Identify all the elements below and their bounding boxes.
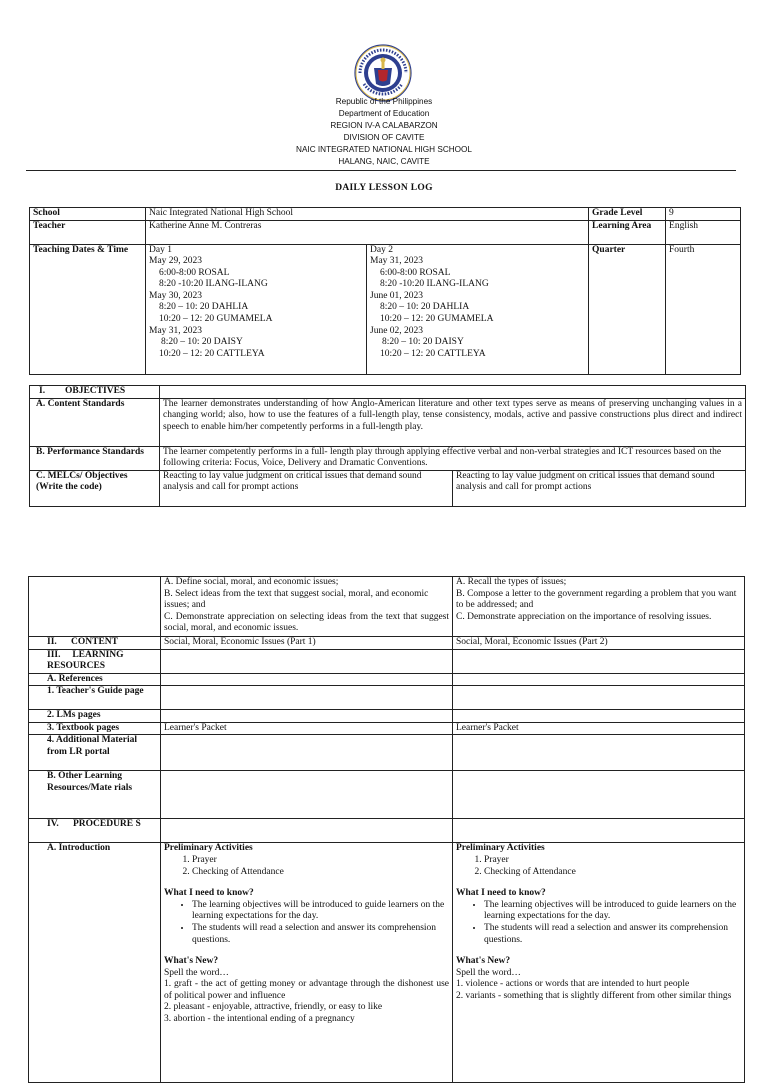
objective-item: B. Compose a letter to the government regarding a problem that you want to be addressed; and — [456, 588, 737, 611]
performance-standards-text: The learner competently performs in a full- length play through applying effective verbal and non-verbal strategies and ICT resources based on the following criteria: Focus, Voice, Delivery and Dramatic Conventions. — [160, 446, 746, 470]
letterhead-line: Department of Education — [338, 109, 430, 118]
list-item: • The learning objectives will be introduced to guide learners on the learning expectations for the day. — [484, 900, 741, 923]
need-to-know-heading: What I need to know? — [456, 888, 546, 899]
additional-material-label: 4. Additional Material from LR portal — [29, 735, 161, 771]
content-label: II. CONTENT — [29, 637, 161, 650]
preliminary-list — [456, 855, 741, 878]
schedule-date: June 02, 2023 — [370, 325, 424, 336]
letterhead-line: HALANG, NAIC, CAVITE — [338, 157, 430, 166]
lm-day1 — [161, 710, 453, 723]
letterhead-line: NAIC INTEGRATED NATIONAL HIGH SCHOOL — [296, 145, 472, 154]
schedule-line: Day 1 — [149, 244, 172, 255]
objective-item: A. Recall the types of issues; — [456, 577, 567, 587]
list-item: 2. Checking of Attendance — [484, 867, 741, 879]
word-item: 3. abortion - the intentional ending of a pregnancy — [164, 1013, 355, 1024]
teachers-guide-label: 1. Teacher's Guide page — [29, 686, 161, 710]
preliminary-heading: Preliminary Activities — [456, 843, 545, 854]
whats-new-heading: What's New? — [164, 956, 219, 967]
tg-day1 — [161, 686, 453, 710]
objective-item: A. Define social, moral, and economic issues; — [164, 577, 339, 587]
quarter-value: Fourth — [666, 244, 741, 374]
need-to-know-list — [164, 900, 449, 946]
tg-day2 — [453, 686, 745, 710]
schedule-line: 10:20 – 12: 20 CATTLEYA — [159, 348, 265, 359]
other-day2 — [453, 771, 745, 819]
list-item: 2. Checking of Attendance — [192, 867, 449, 879]
spell-prompt: Spell the word… — [456, 967, 521, 978]
grade-label: Grade Level — [589, 208, 666, 221]
objective-item: B. Select ideas from the text that suggest social, moral, and economic issues; and — [164, 588, 429, 611]
quarter-label: Quarter — [589, 244, 666, 374]
content-standards-label: A. Content Standards — [30, 398, 160, 446]
performance-standards-label: B. Performance Standards — [30, 446, 160, 470]
schedule-date: May 30, 2023 — [149, 290, 203, 301]
list-item: 1. Prayer — [484, 855, 741, 867]
melc-label: C. MELCs/ Objectives (Write the code) — [30, 470, 160, 506]
introduction-label: A. Introduction — [29, 843, 161, 1083]
content-day2: Social, Moral, Economic Issues (Part 2) — [453, 637, 745, 650]
word-item: 2. pleasant - enjoyable, attractive, friendly, or easy to like — [164, 1002, 383, 1013]
references-label: A. References — [29, 673, 161, 686]
objectives-table — [29, 385, 746, 507]
objectives-day1 — [161, 577, 453, 637]
need-to-know-heading: What I need to know? — [164, 888, 254, 899]
objectives-heading — [30, 386, 160, 399]
day2-schedule — [367, 244, 589, 374]
dates-label: Teaching Dates & Time — [30, 244, 146, 374]
page-title: DAILY LESSON LOG — [335, 183, 433, 193]
lm-pages-label: 2. LMs pages — [29, 710, 161, 723]
school-label: School — [30, 208, 146, 221]
preliminary-heading: Preliminary Activities — [164, 843, 253, 854]
list-item: • The students will read a selection and answer its comprehension questions. — [192, 923, 449, 946]
proc-day1 — [161, 819, 453, 843]
schedule-date: May 29, 2023 — [149, 256, 203, 267]
schedule-line: 6:00-8:00 ROSAL — [159, 267, 230, 278]
word-item: 1. violence - actions or words that are intended to hurt people — [456, 979, 690, 990]
ref-day2 — [453, 673, 745, 686]
schedule-date: May 31, 2023 — [149, 325, 203, 336]
procedures-label: IV. PROCEDURE S — [29, 819, 161, 843]
objective-item: C. Demonstrate appreciation on selecting ideas from the text that suggest social, moral, and economic issues. — [164, 611, 449, 634]
objectives-heading-text: OBJECTIVES — [65, 386, 126, 396]
introduction-day1 — [161, 843, 453, 1083]
introduction-day2 — [453, 843, 745, 1083]
letterhead-line: Republic of the Philippines — [335, 97, 433, 106]
objective-item: C. Demonstrate appreciation on the importance of resolving issues. — [456, 611, 712, 622]
schedule-line: 8:20 -10:20 ILANG-ILANG — [159, 279, 268, 290]
textbook-day2: Learner's Packet — [453, 722, 745, 735]
lr-day2 — [453, 649, 745, 673]
schedule-date: June 01, 2023 — [370, 290, 424, 301]
proc-day2 — [453, 819, 745, 843]
grade-value: 9 — [666, 208, 741, 221]
objectives-heading-num: I. — [39, 386, 46, 396]
school-value: Naic Integrated National High School — [146, 208, 589, 221]
textbook-pages-label: 3. Textbook pages — [29, 722, 161, 735]
objectives-day2 — [453, 577, 745, 637]
objectives-continued-label — [29, 577, 161, 637]
teacher-label: Teacher — [30, 220, 146, 244]
melc-day2: Reacting to lay value judgment on critical issues that demand sound analysis and call for prompt actions — [453, 470, 746, 506]
schedule-line: 8:20 – 10: 20 DAHLIA — [380, 302, 470, 313]
letterhead-line: REGION IV-A CALABARZON — [330, 121, 438, 130]
schedule-line: 10:20 – 12: 20 GUMAMELA — [380, 314, 494, 325]
need-to-know-list — [456, 900, 741, 946]
other-day1 — [161, 771, 453, 819]
additional-day1 — [161, 735, 453, 771]
lesson-table — [28, 576, 745, 1083]
schedule-line: 10:20 – 12: 20 GUMAMELA — [159, 314, 273, 325]
lr-day1 — [161, 649, 453, 673]
teacher-value: Katherine Anne M. Contreras — [146, 220, 589, 244]
schedule-line: 8:20 – 10: 20 DAISY — [161, 337, 243, 348]
lm-day2 — [453, 710, 745, 723]
header-divider — [26, 170, 736, 171]
objectives-heading-blank — [160, 386, 746, 399]
additional-day2 — [453, 735, 745, 771]
letterhead — [0, 96, 768, 168]
schedule-line: 8:20 – 10: 20 DAISY — [382, 337, 464, 348]
area-value: English — [666, 220, 741, 244]
list-item: 1. Prayer — [192, 855, 449, 867]
list-item: • The students will read a selection and answer its comprehension questions. — [484, 923, 741, 946]
learning-resources-label: III. LEARNING RESOURCES — [29, 649, 161, 673]
schedule-date: May 31, 2023 — [370, 256, 424, 267]
content-day1: Social, Moral, Economic Issues (Part 1) — [161, 637, 453, 650]
word-item: 1. graft - the act of getting money or advantage through the dishonest use of political power and influence — [164, 979, 449, 1001]
letterhead-line: DIVISION OF CAVITE — [343, 133, 425, 142]
deped-seal-logo — [354, 44, 412, 102]
textbook-day1: Learner's Packet — [161, 722, 453, 735]
info-table — [29, 207, 741, 375]
day1-schedule — [146, 244, 367, 374]
schedule-line: Day 2 — [370, 244, 393, 255]
schedule-line: 8:20 – 10: 20 DAHLIA — [159, 302, 249, 313]
schedule-line: 10:20 – 12: 20 CATTLEYA — [380, 348, 486, 359]
melc-day1: Reacting to lay value judgment on critical issues that demand sound analysis and call for prompt actions — [160, 470, 453, 506]
area-label: Learning Area — [589, 220, 666, 244]
schedule-line: 6:00-8:00 ROSAL — [380, 267, 451, 278]
whats-new-heading: What's New? — [456, 956, 511, 967]
other-resources-label: B. Other Learning Resources/Mate rials — [29, 771, 161, 819]
schedule-line: 8:20 -10:20 ILANG-ILANG — [380, 279, 489, 290]
content-standards-text: The learner demonstrates understanding of how Anglo-American literature and other text types serve as means of preserving unchanging values in a changing world; also, how to use the features of a full-length play, tense consistency, modals, active and passive constructions plus direct and indirect speech to enable him/her competently performs in a full-length play. — [160, 398, 746, 446]
ref-day1 — [161, 673, 453, 686]
spell-prompt: Spell the word… — [164, 967, 229, 978]
word-item: 2. variants - something that is slightly different from other similar things — [456, 990, 732, 1001]
preliminary-list — [164, 855, 449, 878]
list-item: • The learning objectives will be introduced to guide learners on the learning expectations for the day. — [192, 900, 449, 923]
